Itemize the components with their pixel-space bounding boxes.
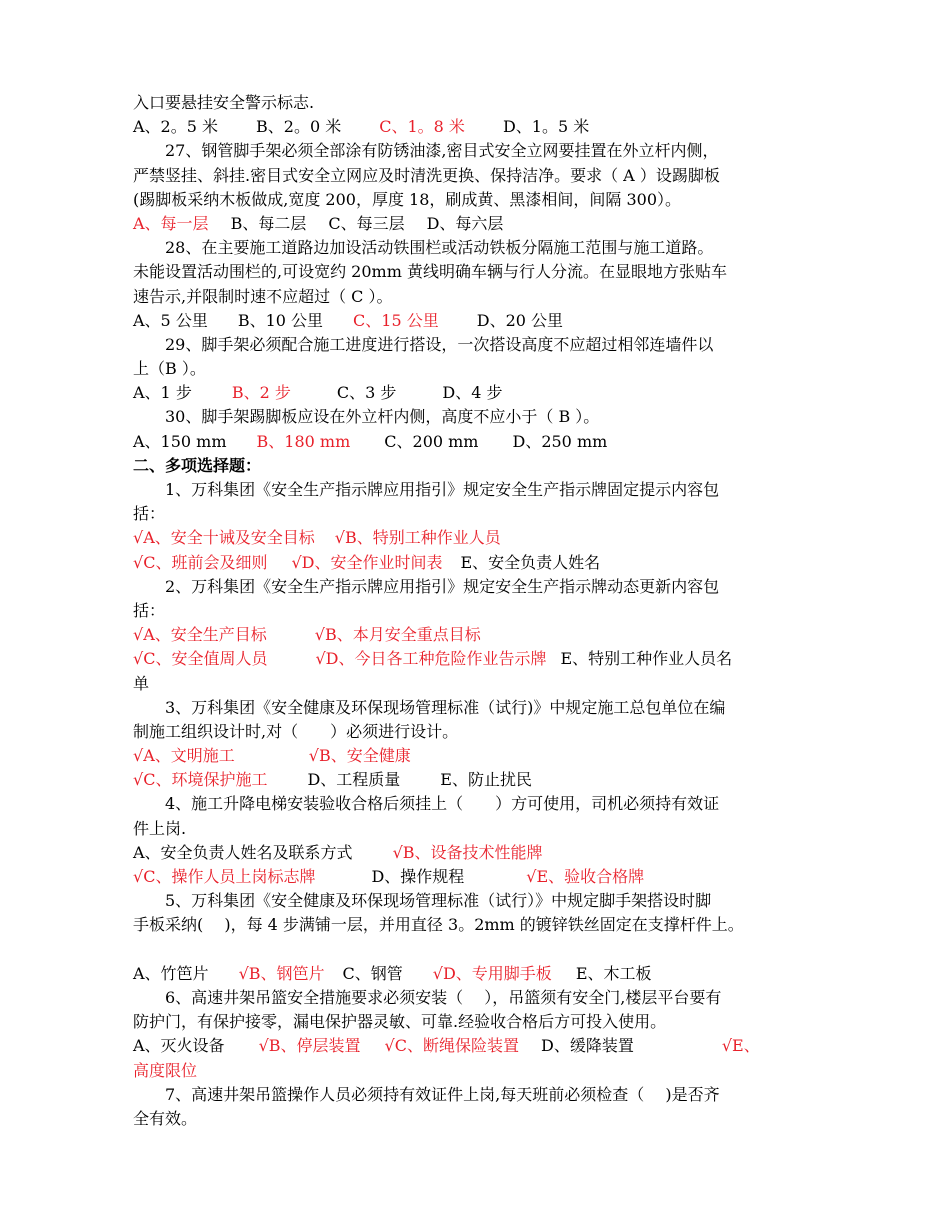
text-run: A、150 mm bbox=[133, 431, 227, 451]
answer-text: √B、安全健康 bbox=[308, 746, 411, 766]
text-run: 制施工组织设计时,对（ ）必须进行设计。 bbox=[133, 721, 459, 741]
text-line bbox=[133, 1010, 823, 1034]
text-line bbox=[133, 188, 823, 212]
text-run: 速告示,并限制时速不应超过（ C ）。 bbox=[133, 286, 393, 306]
text-line bbox=[133, 551, 823, 575]
text-run: 3、万科集团《安全健康及环保现场管理标准（试行)》中规定施工总包单位在编 bbox=[165, 697, 726, 717]
text-run: A、5 公里 bbox=[133, 310, 208, 330]
text-line bbox=[133, 405, 823, 429]
text-run: 28、在主要施工道路边加设活动铁围栏或活动铁板分隔施工范围与施工道路。 bbox=[165, 238, 714, 258]
text-run: 1、万科集团《安全生产指示牌应用指引》规定安全生产指示牌固定提示内容包 bbox=[165, 480, 720, 499]
text-line bbox=[133, 1059, 823, 1083]
text-line bbox=[133, 647, 823, 671]
text-run: E、防止扰民 bbox=[440, 770, 532, 790]
text-line bbox=[133, 139, 823, 163]
text-line bbox=[133, 720, 823, 744]
text-run: (踢脚板采纳木板做成,宽度 200，厚度 18，刷成黄、黑漆相间，间隔 300）。 bbox=[133, 189, 682, 209]
text-line bbox=[133, 1034, 823, 1058]
text-line bbox=[133, 164, 823, 188]
answer-text: √A、安全生产目标 bbox=[133, 625, 267, 645]
text-run: D、4 步 bbox=[442, 383, 503, 403]
text-line bbox=[133, 1107, 823, 1131]
answer-text: B、180 mm bbox=[256, 431, 351, 451]
text-run: 单 bbox=[133, 673, 150, 693]
text-line bbox=[133, 865, 823, 889]
text-run: E、特别工种作业人员名 bbox=[560, 649, 733, 669]
text-run: 二、多项选择题： bbox=[133, 455, 262, 475]
text-line bbox=[133, 768, 823, 792]
text-line bbox=[133, 986, 823, 1010]
text-run: 7、高速井架吊篮操作人员必须持有效证件上岗,每天班前必须检查（ )是否齐 bbox=[165, 1084, 720, 1104]
answer-text: A、每一层 bbox=[133, 213, 209, 233]
text-line bbox=[133, 91, 823, 115]
text-run: 全有效。 bbox=[133, 1108, 198, 1128]
answer-text: √C、环境保护施工 bbox=[133, 770, 268, 790]
text-line bbox=[133, 599, 823, 623]
text-run: D、20 公里 bbox=[476, 310, 564, 330]
text-run: 29、脚手架必须配合施工进度进行搭设，一次搭设高度不应超过相邻连墙件以 bbox=[165, 334, 714, 354]
text-line bbox=[133, 236, 823, 260]
text-run: A、1 步 bbox=[133, 383, 192, 403]
answer-text: C、1。8 米 bbox=[379, 117, 465, 137]
text-run: 入口要悬挂安全警示标志. bbox=[133, 93, 315, 112]
text-line bbox=[133, 285, 823, 309]
text-run: C、3 步 bbox=[336, 383, 397, 403]
answer-text: C、15 公里 bbox=[353, 310, 439, 330]
text-line bbox=[133, 913, 823, 937]
answer-text: 高度限位 bbox=[133, 1060, 198, 1080]
text-run: B、2。0 米 bbox=[256, 117, 342, 137]
text-run: D、250 mm bbox=[512, 431, 608, 451]
text-run: D、工程质量 bbox=[307, 770, 401, 790]
text-run: A、2。5 米 bbox=[133, 117, 219, 137]
text-run: C、200 mm bbox=[384, 431, 479, 451]
answer-text: √A、文明施工 bbox=[133, 746, 235, 766]
text-line bbox=[133, 575, 823, 599]
answer-text: √E、验收合格牌 bbox=[526, 867, 645, 886]
text-run: D、1。5 米 bbox=[502, 117, 590, 137]
text-run: 上（B ）。 bbox=[133, 359, 206, 379]
text-run: 括： bbox=[133, 600, 166, 620]
text-line bbox=[133, 115, 823, 139]
answer-text: √C、断绳保险装置 bbox=[384, 1036, 519, 1056]
answer-text: √B、钢笆片 bbox=[238, 963, 325, 983]
text-run: E、安全负责人姓名 bbox=[460, 552, 601, 572]
text-run: 防护门，有保护接零，漏电保护器灵敏、可靠.经验收合格后方可投入使用。 bbox=[133, 1012, 667, 1032]
text-line bbox=[133, 212, 823, 236]
text-run: B、每二层 bbox=[230, 213, 307, 233]
answer-text: √C、班前会及细则 bbox=[133, 552, 268, 572]
text-line bbox=[133, 623, 823, 647]
text-run: 手板采纳( )，每 4 步满铺一层，并用直径 3。2mm 的镀锌铁丝固定在支撑杆件上。 bbox=[133, 915, 744, 935]
answer-text: B、2 步 bbox=[231, 383, 291, 403]
text-line bbox=[133, 841, 823, 865]
text-run: A、灭火设备 bbox=[133, 1036, 225, 1056]
text-run: 严禁竖挂、斜挂.密目式安全立网应及时清洗更换、保持洁净。要求（ A ）设踢脚板 bbox=[133, 165, 720, 185]
text-line bbox=[133, 454, 823, 478]
blank-line bbox=[133, 938, 823, 962]
text-run: E、木工板 bbox=[575, 963, 652, 983]
text-run: A、竹笆片 bbox=[133, 963, 209, 983]
text-run: C、钢管 bbox=[342, 963, 403, 983]
answer-text: √D、安全作业时间表 bbox=[291, 552, 443, 572]
text-run: C、每三层 bbox=[328, 213, 405, 233]
text-line bbox=[133, 672, 823, 696]
answer-text: √D、专用脚手板 bbox=[432, 963, 552, 983]
answer-text: √B、特别工种作业人员 bbox=[334, 528, 501, 548]
text-run: 30、脚手架踢脚板应设在外立杆内侧，高度不应小于（ B ）。 bbox=[165, 407, 600, 427]
text-run: 27、钢管脚手架必须全部涂有防锈油漆,密目式安全立网要挂置在外立杆内侧， bbox=[165, 141, 719, 161]
text-run: B、10 公里 bbox=[237, 310, 324, 330]
text-line bbox=[133, 357, 823, 381]
answer-text: √D、今日各工种危险作业告示牌 bbox=[315, 649, 547, 669]
text-run: D、缓降装置 bbox=[540, 1036, 634, 1056]
answer-text: √C、操作人员上岗标志牌 bbox=[133, 867, 316, 886]
text-run: D、操作规程 bbox=[371, 867, 465, 886]
text-line bbox=[133, 260, 823, 284]
answer-text: √B、停层装置 bbox=[258, 1036, 361, 1056]
document-page bbox=[133, 91, 823, 1131]
text-run: 6、高速井架吊篮安全措施要求必须安装（ ），吊篮须有安全门,楼层平台要有 bbox=[165, 987, 722, 1007]
text-line bbox=[133, 309, 823, 333]
text-run: 5、万科集团《安全健康及环保现场管理标准（试行）》中规定脚手架搭设时脚 bbox=[165, 891, 712, 911]
text-run: D、每六层 bbox=[426, 213, 504, 233]
text-line bbox=[133, 430, 823, 454]
text-line bbox=[133, 526, 823, 550]
text-line bbox=[133, 381, 823, 405]
text-line bbox=[133, 817, 823, 841]
text-run: 件上岗. bbox=[133, 818, 187, 838]
text-run: 未能设置活动围栏的,可设宽约 20mm 黄线明确车辆与行人分流。在显眼地方张贴车 bbox=[133, 262, 727, 282]
text-line bbox=[133, 333, 823, 357]
text-run: A、安全负责人姓名及联系方式 bbox=[133, 842, 353, 862]
text-line bbox=[133, 962, 823, 986]
answer-text: √A、安全十诫及安全目标 bbox=[133, 528, 315, 548]
text-run: 括： bbox=[133, 504, 166, 524]
answer-text: √C、安全值周人员 bbox=[133, 649, 268, 669]
answer-text: √E、 bbox=[721, 1036, 760, 1056]
text-line bbox=[133, 744, 823, 768]
text-line bbox=[133, 792, 823, 816]
answer-text: √B、设备技术性能牌 bbox=[392, 842, 543, 862]
text-run: 2、万科集团《安全生产指示牌应用指引》规定安全生产指示牌动态更新内容包 bbox=[165, 576, 720, 596]
text-line bbox=[133, 502, 823, 526]
text-line bbox=[133, 1083, 823, 1107]
text-line bbox=[133, 696, 823, 720]
text-line bbox=[133, 889, 823, 913]
text-line bbox=[133, 478, 823, 502]
answer-text: √B、本月安全重点目标 bbox=[314, 625, 481, 645]
text-run: 4、施工升降电梯安装验收合格后须挂上（ ）方可使用，司机必须持有效证 bbox=[165, 794, 720, 814]
